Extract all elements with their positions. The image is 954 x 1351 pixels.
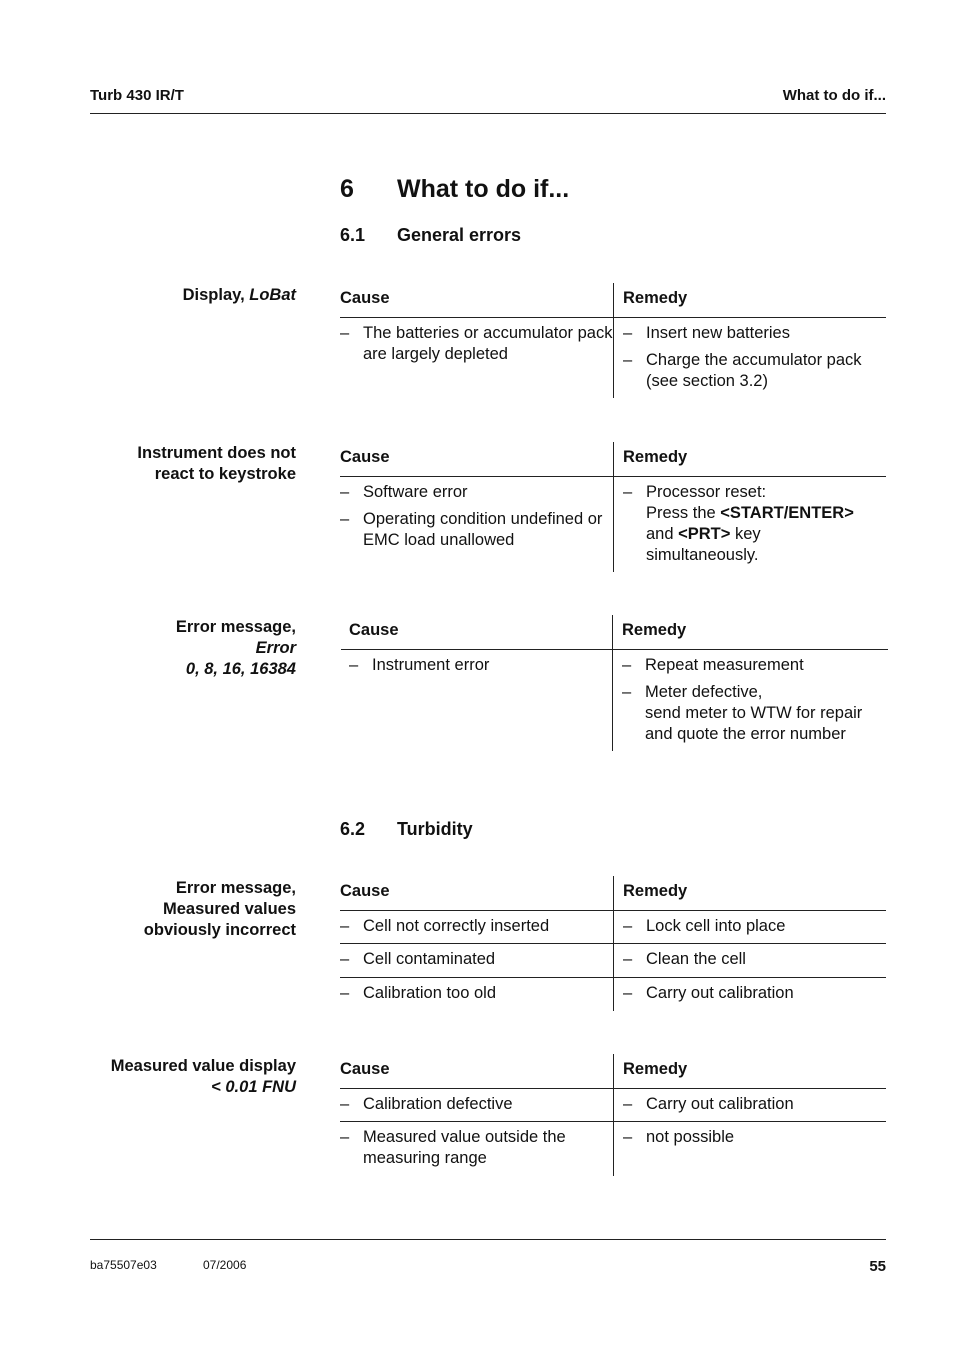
header-title: Turb 430 IR/T — [90, 87, 184, 104]
chapter-number: 6 — [340, 175, 354, 203]
cause-cell: – Software error – Operating condition undefined or EMC load unallowed — [340, 483, 603, 549]
remedy-header: Remedy — [613, 283, 886, 317]
remedy-header: Remedy — [613, 442, 886, 476]
header-chapter: What to do if... — [782, 87, 886, 104]
table-row: – Cell not correctly inserted – Lock cell into place — [340, 911, 886, 944]
table-row: – Calibration defective – Carry out calibration — [340, 1089, 886, 1122]
section-title: General errors — [397, 225, 522, 245]
side-label: Error message, Error 0, 8, 16, 16384 — [175, 618, 296, 678]
table-row: – Measured value outside the measuring range – not possible — [340, 1122, 886, 1176]
footer-rule — [90, 1239, 886, 1240]
cause-header: Cause — [349, 621, 399, 639]
side-label: Error message, Measured values obviously incorrect — [143, 879, 296, 939]
section-number: 6.1 — [340, 225, 366, 245]
cause-cell: – Instrument error — [349, 656, 490, 674]
remedy-header: Remedy — [613, 1054, 886, 1088]
remedy-cell: – Processor reset: Press the <START/ENTER> and <PRT> key simultaneously. — [613, 477, 886, 572]
header-rule — [90, 113, 886, 114]
cause-header: Cause — [340, 882, 390, 900]
footer-doc-id: ba75507e03 — [90, 1258, 157, 1272]
remedy-header: Remedy — [612, 615, 888, 649]
cause-remedy-table — [340, 1054, 886, 1176]
chapter-title: What to do if... — [397, 175, 570, 203]
cause-remedy-table — [340, 283, 886, 398]
side-label: Display, LoBat — [182, 286, 296, 304]
cause-remedy-table — [340, 876, 886, 1011]
remedy-header: Remedy — [613, 876, 886, 910]
page-number: 55 — [869, 1258, 886, 1275]
cause-header: Cause — [340, 448, 390, 466]
footer-date: 07/2006 — [203, 1258, 247, 1272]
cause-cell: – The batteries or accumulator pack are largely depleted — [340, 324, 613, 363]
remedy-cell: – Insert new batteries – Charge the accumulator pack (see section 3.2) — [613, 318, 886, 398]
cause-remedy-table — [340, 442, 886, 572]
cause-header: Cause — [340, 289, 390, 307]
table-row: – Cell contaminated – Clean the cell — [340, 944, 886, 978]
cause-header: Cause — [340, 1060, 390, 1078]
section-title: Turbidity — [397, 819, 473, 839]
table-row: – Calibration too old – Carry out calibration — [340, 978, 886, 1011]
side-label: Measured value display < 0.01 FNU — [110, 1057, 296, 1096]
cause-remedy-table — [341, 615, 888, 751]
side-label: Instrument does not react to keystroke — [137, 444, 296, 483]
remedy-cell: – Repeat measurement – Meter defective, send meter to WTW for repair and quote the error number — [612, 650, 888, 751]
section-number: 6.2 — [340, 819, 366, 839]
